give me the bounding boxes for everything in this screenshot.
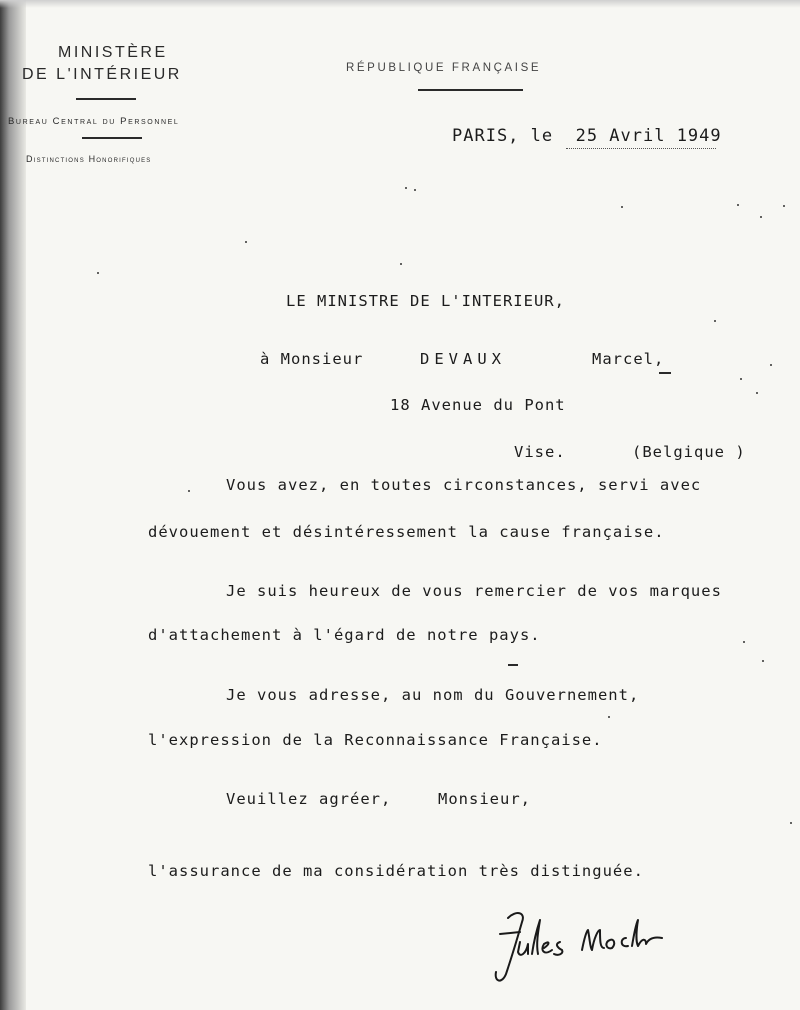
scan-speck [762, 660, 764, 662]
closing-monsieur: Monsieur, [438, 790, 531, 808]
republic-header: RÉPUBLIQUE FRANÇAISE [346, 62, 542, 74]
scan-dash [659, 372, 671, 374]
recipient-street: 18 Avenue du Pont [390, 396, 566, 414]
dateline-dots [566, 134, 716, 149]
sender-title: LE MINISTRE DE L'INTERIEUR, [286, 292, 565, 310]
scan-shadow-top [0, 0, 800, 8]
ministry-divider [76, 98, 136, 100]
republic-divider [418, 89, 523, 91]
bureau-divider [82, 137, 142, 139]
scan-speck [97, 272, 99, 274]
scan-speck [737, 204, 739, 206]
scan-shadow [0, 0, 26, 1010]
scan-speck [245, 241, 247, 243]
recipient-surname: DEVAUX [420, 350, 506, 368]
scan-speck [405, 187, 407, 189]
scan-speck [400, 263, 402, 265]
scan-speck [760, 216, 762, 218]
closing-line1: Veuillez agréer, [226, 790, 392, 808]
body-p3-line1: Je vous adresse, au nom du Gouvernement, [226, 686, 640, 704]
scan-speck [783, 205, 785, 207]
body-p1-line2: dévouement et désintéressement la cause française. [148, 523, 665, 541]
scan-dash [508, 664, 518, 666]
recipient-firstname: Marcel, [592, 350, 665, 368]
body-p2-line1: Je suis heureux de vous remercier de vos marques [226, 582, 722, 600]
scan-speck [770, 364, 772, 366]
dateline: PARIS, le 25 Avril 1949 [452, 126, 722, 146]
body-p1-line1: Vous avez, en toutes circonstances, servi avec [226, 476, 702, 494]
scan-speck [608, 716, 610, 718]
scan-speck [740, 378, 742, 380]
ministry-line2: DE L'INTÉRIEUR [22, 66, 182, 83]
recipient-country: (Belgique ) [632, 443, 746, 461]
body-p3-line2: l'expression de la Reconnaissance Française. [148, 731, 603, 749]
ministry-line1: MINISTÈRE [58, 44, 168, 61]
division-label: Distinctions Honorifiques [26, 154, 152, 164]
body-p2-line2: d'attachement à l'égard de notre pays. [148, 626, 541, 644]
recipient-salutation: à Monsieur [260, 350, 364, 368]
scan-speck [621, 206, 623, 208]
bureau-label: Bureau Central du Personnel [8, 116, 180, 127]
signature [486, 900, 666, 995]
scan-speck [714, 320, 716, 322]
scan-speck [790, 822, 792, 824]
scan-speck [188, 490, 190, 492]
scan-speck [743, 641, 745, 643]
closing-line2: l'assurance de ma considération très distinguée. [148, 862, 644, 880]
scan-speck [414, 189, 416, 191]
scan-speck [756, 392, 758, 394]
recipient-city: Vise. [514, 443, 566, 461]
